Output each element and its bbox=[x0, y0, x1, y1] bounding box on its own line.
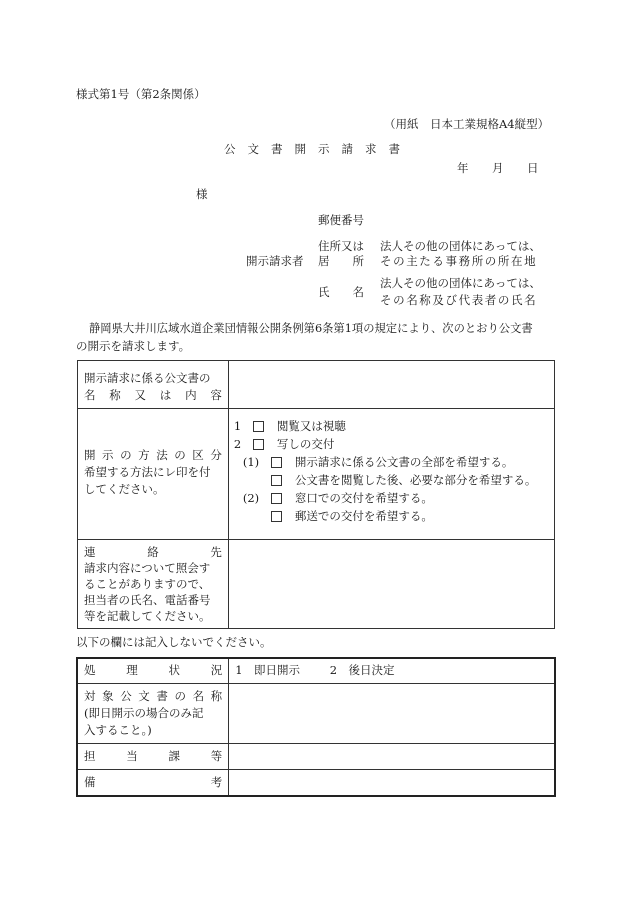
contact-input[interactable] bbox=[228, 540, 554, 629]
docname-label-line-3: 入すること。) bbox=[84, 723, 152, 737]
address-note-2: その主たる事務所の所在地 bbox=[380, 254, 538, 268]
form-number: 様式第1号（第2条関係） bbox=[76, 87, 206, 101]
method-label-cell bbox=[78, 409, 229, 540]
contact-label-line-4: 担当者の氏名、電話番号 bbox=[84, 593, 211, 607]
method-option-2-2[interactable]: (2) 窓口での交付を希望する。 bbox=[242, 491, 433, 505]
method-options-cell bbox=[228, 409, 554, 540]
title-char: 請 bbox=[341, 142, 353, 156]
contact-label-line-1: 連 絡 先 bbox=[84, 545, 222, 559]
docname-label-cell bbox=[77, 684, 229, 744]
dept-label-cell: 担 当 課 等 bbox=[77, 744, 229, 770]
office-use-table bbox=[76, 657, 556, 797]
title-char: 求 bbox=[365, 142, 377, 156]
status-label-cell: 処 理 状 況 bbox=[77, 658, 229, 684]
date-year: 年 bbox=[457, 161, 469, 175]
address-label-1: 住所又は bbox=[318, 239, 364, 253]
status-option-immediate[interactable]: 1 即日開示 bbox=[235, 663, 301, 677]
doc-label-line-1: 開示請求に係る公文書の bbox=[84, 371, 211, 385]
doc-name-label-cell bbox=[78, 361, 229, 409]
date-month: 月 bbox=[492, 161, 504, 175]
checkbox[interactable] bbox=[253, 439, 264, 450]
intro-line-2: の開示を請求します。 bbox=[76, 339, 191, 353]
checkbox[interactable] bbox=[271, 511, 282, 522]
method-label-line-1: 開 示 の 方 法 の 区 分 bbox=[84, 448, 222, 462]
status-options-cell bbox=[229, 658, 555, 684]
address-label-2: 居 所 bbox=[318, 254, 364, 268]
title-char: 書 bbox=[388, 142, 400, 156]
checkbox[interactable] bbox=[271, 475, 282, 486]
document-title bbox=[224, 141, 400, 157]
checkbox[interactable] bbox=[271, 457, 282, 468]
doc-label-line-2: 名 称 又 は 内 容 bbox=[84, 388, 222, 402]
office-use-note: 以下の欄には記入しないでください。 bbox=[76, 635, 272, 649]
title-char: 書 bbox=[271, 142, 283, 156]
request-table bbox=[77, 360, 555, 629]
name-label: 氏 名 bbox=[318, 285, 364, 299]
name-note-2: その名称及び代表者の氏名 bbox=[380, 293, 538, 307]
remarks-input[interactable] bbox=[229, 770, 555, 797]
contact-label-line-5: 等を記載してください。 bbox=[84, 609, 211, 623]
method-label-line-3: してください。 bbox=[84, 482, 165, 496]
method-option-2-2b[interactable]: 郵送での交付を希望する。 bbox=[229, 507, 554, 525]
doc-name-input[interactable] bbox=[228, 361, 554, 409]
address-note-1: 法人その他の団体にあっては、 bbox=[380, 239, 541, 253]
contact-label-line-3: ることがありますので、 bbox=[84, 577, 211, 591]
checkbox[interactable] bbox=[253, 421, 264, 432]
title-char: 文 bbox=[247, 142, 259, 156]
docname-input[interactable] bbox=[229, 684, 555, 744]
docname-label-line-1: 対 象 公 文 書 の 名 称 bbox=[84, 689, 223, 703]
remarks-label-cell: 備 考 bbox=[77, 770, 229, 797]
title-char: 示 bbox=[318, 142, 330, 156]
dept-input[interactable] bbox=[229, 744, 555, 770]
paper-note: （用紙 日本工業規格A4縦型） bbox=[384, 117, 550, 131]
intro-line-1: 静岡県大井川広域水道企業団情報公開条例第6条第1項の規定により、次のとおり公文書 bbox=[89, 322, 533, 335]
method-option-1[interactable]: 1 閲覧又は視聴 bbox=[233, 419, 346, 433]
docname-label-line-2: (即日開示の場合のみ記 bbox=[84, 706, 204, 720]
method-label-line-2: 希望する方法にレ印を付 bbox=[84, 465, 211, 479]
method-option-2-1[interactable]: (1) 開示請求に係る公文書の全部を希望する。 bbox=[242, 455, 514, 469]
postal-label: 郵便番号 bbox=[318, 213, 364, 227]
requester-label: 開示請求者 bbox=[246, 254, 304, 268]
status-option-later[interactable]: 2 後日決定 bbox=[329, 663, 395, 677]
addressee-suffix: 様 bbox=[196, 187, 208, 201]
method-option-2-1b[interactable]: 公文書を閲覧した後、必要な部分を希望する。 bbox=[229, 471, 554, 489]
title-char: 公 bbox=[224, 142, 236, 156]
method-option-2[interactable]: 2 写しの交付 bbox=[233, 437, 335, 451]
checkbox[interactable] bbox=[271, 493, 282, 504]
contact-label-cell bbox=[78, 540, 229, 629]
title-char: 開 bbox=[294, 142, 306, 156]
contact-label-line-2: 請求内容について照会す bbox=[84, 561, 211, 575]
name-note-1: 法人その他の団体にあっては、 bbox=[380, 276, 541, 290]
date-day: 日 bbox=[527, 161, 539, 175]
